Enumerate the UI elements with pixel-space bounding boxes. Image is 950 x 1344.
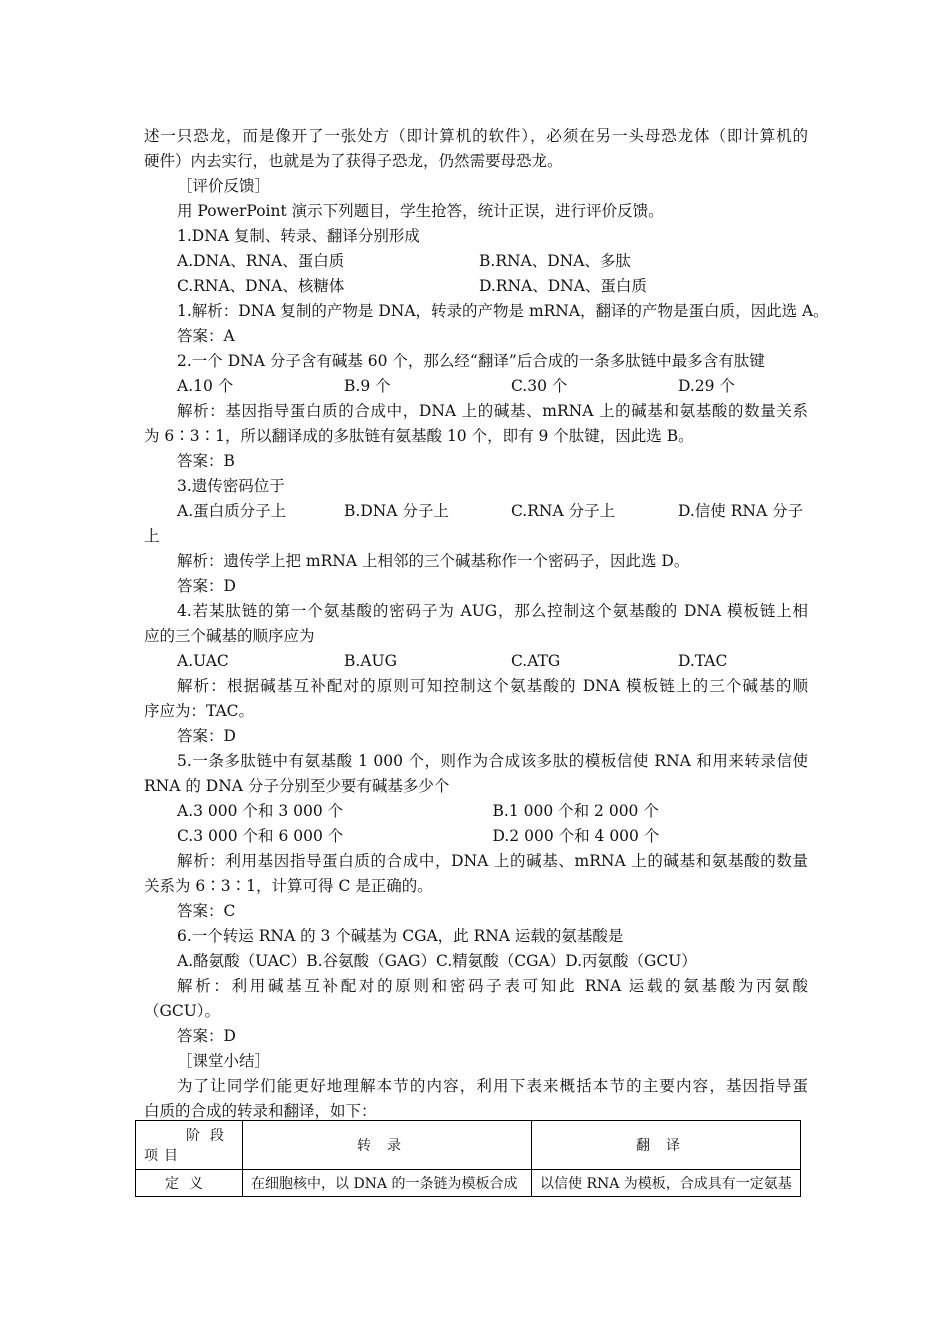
option: A.DNA、RNA、蛋白质: [177, 252, 345, 270]
question-5-options: [144, 824, 808, 849]
question-6: 6.一个转运 RNA 的 3 个碱基为 CGA，此 RNA 运载的氨基酸是: [177, 927, 624, 945]
table-corner-cell: [136, 1121, 243, 1170]
text-line: 为了让同学们能更好地理解本节的内容，利用下表来概括本节的主要内容，基因指导蛋: [177, 1077, 808, 1095]
explanation: （GCU）。: [144, 1002, 221, 1020]
option: C.30 个: [511, 377, 568, 395]
answer: 答案：D: [177, 577, 236, 595]
text-line: 白质的合成的转录和翻译，如下：: [144, 1102, 377, 1120]
option: B.AUG: [344, 652, 397, 670]
option: A.3 000 个和 3 000 个: [177, 802, 344, 820]
option: D.TAC: [678, 652, 728, 670]
question-4: 4.若某肽链的第一个氨基酸的密码子为 AUG，那么控制这个氨基酸的 DNA 模板链上相: [177, 602, 808, 620]
answer: 答案：A: [177, 327, 235, 345]
section-heading: ［评价反馈］: [177, 177, 271, 195]
answer: 答案：B: [177, 452, 235, 470]
question-5: RNA 的 DNA 分子分别至少要有碱基多少个: [144, 777, 450, 795]
text-line: 硬件）内去实行，也就是为了获得子恐龙，仍然需要母恐龙。: [144, 152, 563, 170]
table-header-row: [136, 1121, 801, 1170]
option: D.RNA、DNA、蛋白质: [479, 277, 647, 295]
question-1-options: [144, 274, 808, 299]
option: C.ATG: [511, 652, 561, 670]
explanation: 关系为 6∶3∶1，计算可得 C 是正确的。: [144, 877, 433, 895]
question-4: 应的三个碱基的顺序应为: [144, 627, 315, 645]
question-3: 3.遗传密码位于: [177, 477, 285, 495]
text-line: 用 PowerPoint 演示下列题目，学生抢答，统计正误，进行评价反馈。: [177, 202, 664, 220]
option: B.1 000 个和 2 000 个: [492, 802, 659, 820]
text-line: 述一只恐龙，而是像开了一张处方（即计算机的软件），必须在另一头母恐龙体（即计算机的: [144, 127, 808, 145]
question-1-options: [144, 249, 808, 274]
option: C.RNA、DNA、核糖体: [177, 277, 345, 295]
text-line: 上: [144, 527, 160, 545]
explanation: 解析：根据碱基互补配对的原则可知控制这个氨基酸的 DNA 模板链上的三个碱基的顺: [177, 677, 808, 695]
explanation: 解析：遗传学上把 mRNA 上相邻的三个碱基称作一个密码子，因此选 D。: [177, 552, 690, 570]
explanation: 为 6∶3∶1，所以翻译成的多肽链有氨基酸 10 个，即有 9 个肽键，因此选 B。: [144, 427, 694, 445]
option: C.3 000 个和 6 000 个: [177, 827, 344, 845]
question-2-options: [144, 374, 808, 399]
question-1: 1.DNA 复制、转录、翻译分别形成: [177, 227, 420, 245]
section-heading: ［课堂小结］: [177, 1052, 271, 1070]
option: D.信使 RNA 分子: [678, 502, 804, 520]
question-3-options: [144, 499, 808, 524]
column-header-transcription: 转录: [243, 1121, 532, 1170]
option: A.UAC: [177, 652, 229, 670]
question-5-options: [144, 799, 808, 824]
row-label: 定义: [136, 1170, 243, 1197]
option: B.9 个: [344, 377, 391, 395]
table-cell: 以信使 RNA 为模板，合成具有一定氨基: [532, 1170, 801, 1197]
table-row: [136, 1170, 801, 1197]
explanation: 解析：利用碱基互补配对的原则和密码子表可知此 RNA 运载的氨基酸为丙氨酸: [177, 977, 808, 995]
explanation: 解析：基因指导蛋白质的合成中，DNA 上的碱基、mRNA 上的碱基和氨基酸的数量关系: [177, 402, 808, 420]
option: C.RNA 分子上: [511, 502, 616, 520]
explanation: 解析：利用基因指导蛋白质的合成中，DNA 上的碱基、mRNA 上的碱基和氨基酸的数量: [177, 852, 808, 870]
question-2: 2.一个 DNA 分子含有碱基 60 个，那么经“翻译”后合成的一条多肽链中最多含有肽键: [177, 352, 765, 370]
question-5: 5.一条多肽链中有氨基酸 1 000 个，则作为合成该多肽的模板信使 RNA 和用来转录信使: [177, 752, 808, 770]
question-4-options: [144, 649, 808, 674]
option: D.29 个: [678, 377, 735, 395]
document-body: [144, 124, 829, 1124]
answer: 答案：D: [177, 1027, 236, 1045]
option: B.RNA、DNA、多肽: [479, 252, 631, 270]
summary-table: [135, 1120, 801, 1197]
explanation: 序应为：TAC。: [144, 702, 255, 720]
corner-top-label: 阶段: [186, 1128, 234, 1144]
option: A.蛋白质分子上: [177, 502, 287, 520]
question-6-options: A.酪氨酸（UAC）B.谷氨酸（GAG）C.精氨酸（CGA）D.丙氨酸（GCU）: [177, 952, 697, 970]
table-cell: 在细胞核中，以 DNA 的一条链为模板合成: [243, 1170, 532, 1197]
answer: 答案：C: [177, 902, 236, 920]
option: D.2 000 个和 4 000 个: [492, 827, 660, 845]
answer: 答案：D: [177, 727, 236, 745]
column-header-translation: 翻译: [532, 1121, 801, 1170]
corner-bottom-label: 项目: [144, 1148, 184, 1164]
explanation: 1.解析：DNA 复制的产物是 DNA，转录的产物是 mRNA，翻译的产物是蛋白质，因此选 A。: [177, 302, 829, 320]
option: B.DNA 分子上: [344, 502, 449, 520]
option: A.10 个: [177, 377, 234, 395]
